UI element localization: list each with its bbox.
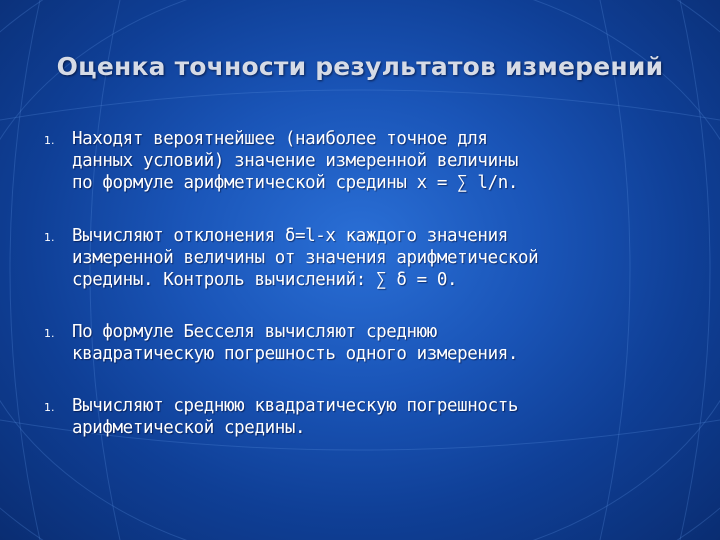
list-item-text: Вычисляют отклонения δ=l-x каждого значения измеренной величины от значения арифметической средины. Контроль вычислений: ∑ δ = 0. (72, 226, 539, 290)
list-item-number: 1. (44, 134, 55, 147)
list-item-number: 1. (44, 401, 55, 414)
list-item-text: Находят вероятнейшее (наиболее точное для данных условий) значение измеренной величины по формуле арифметической средины x = ∑ l/n. (72, 129, 518, 193)
list-item-text: По формуле Бесселя вычисляют среднюю квадратическую погрешность одного измерения. (72, 322, 518, 364)
slide-title: Оценка точности результатов измерений (56, 52, 664, 81)
list-item-number: 1. (44, 231, 55, 244)
list-item-text: Вычисляют среднюю квадратическую погрешность арифметической средины. (72, 396, 518, 438)
list-item-number: 1. (44, 327, 55, 340)
